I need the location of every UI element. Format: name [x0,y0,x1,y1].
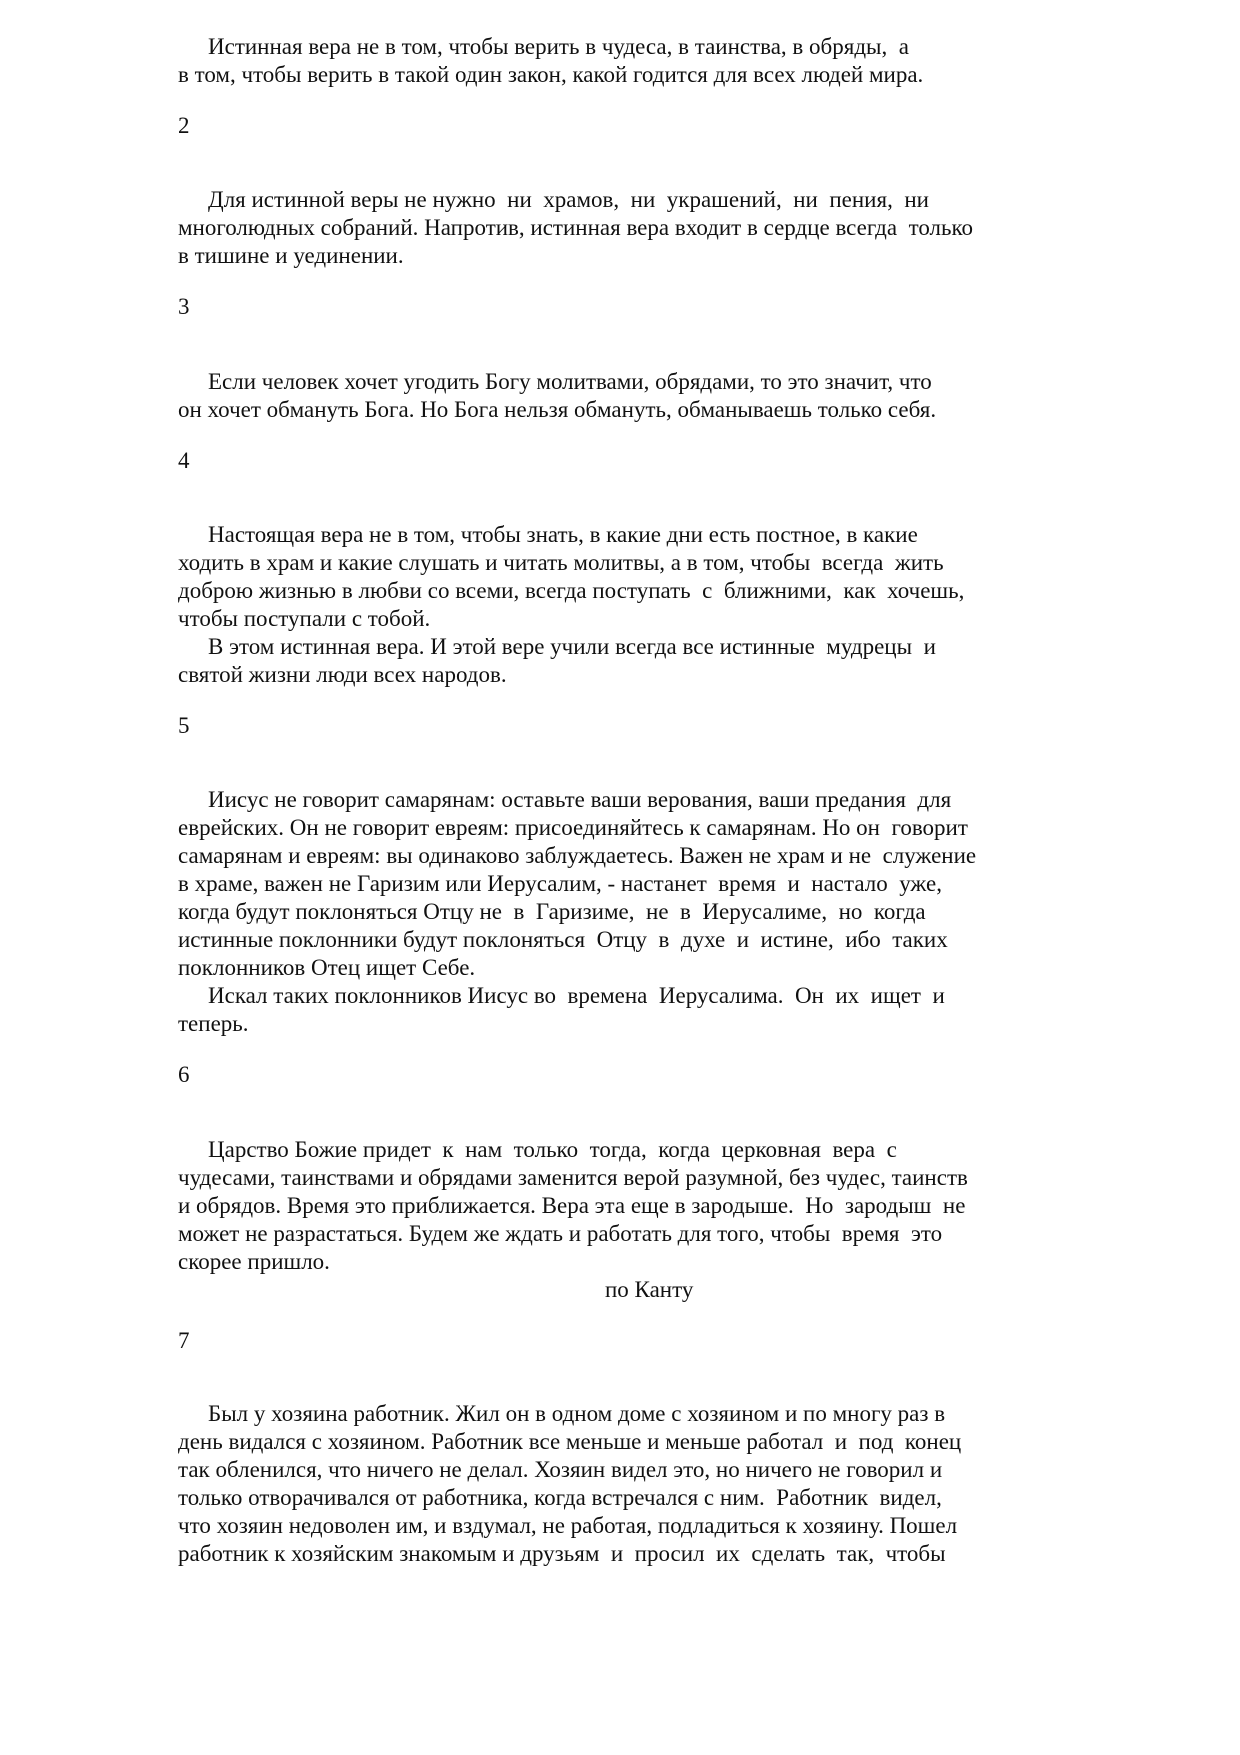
text-line: теперь. [178,1011,249,1036]
text-line: В этом истинная вера. И этой вере учили всегда все истинные мудрецы и [208,634,936,659]
text-line: может не разрастаться. Будем же ждать и работать для того, чтобы время это [178,1221,943,1246]
text-line: Для истинной веры не нужно ни храмов, ни украшений, ни пения, ни [208,187,929,212]
text-line: так обленился, что ничего не делал. Хозяин видел это, но ничего не говорил и [178,1457,943,1482]
section-number: 4 [178,448,190,473]
section-number: 2 [178,113,190,138]
text-line: Искал таких поклонников Иисус во времена Иерусалима. Он их ищет и [208,983,945,1008]
text-line: ходить в храм и какие слушать и читать молитвы, а в том, чтобы всегда жить [178,550,944,575]
text-line: многолюдных собраний. Напротив, истинная вера входит в сердце всегда только [178,215,973,240]
text-line: когда будут поклоняться Отцу не в Гаризиме, не в Иерусалиме, но когда [178,899,926,924]
text-line: чудесами, таинствами и обрядами заменится верой разумной, без чудес, таинств [178,1165,968,1190]
text-line: только отворачивался от работника, когда встречался с ним. Работник видел, [178,1485,942,1510]
text-line: скорее пришло. [178,1249,330,1274]
text-line: самарянам и евреям: вы одинаково заблуждаетесь. Важен не храм и не служение [178,843,977,868]
text-line: доброю жизнью в любви со всеми, всегда поступать с ближними, как хочешь, [178,578,965,603]
attribution: по Канту [605,1277,694,1302]
text-line: Иисус не говорит самарянам: оставьте ваши верования, ваши предания для [208,787,952,812]
text-line: истинные поклонники будут поклоняться Отцу в духе и истине, ибо таких [178,927,948,952]
text-line: еврейских. Он не говорит евреям: присоединяйтесь к самарянам. Но он говорит [178,815,968,840]
text-line: Истинная вера не в том, чтобы верить в чудеса, в таинства, в обряды, а [208,34,909,59]
text-line: в том, чтобы верить в такой один закон, какой годится для всех людей мира. [178,62,924,87]
text-line: Настоящая вера не в том, чтобы знать, в какие дни есть постное, в какие [208,522,918,547]
section-number: 5 [178,713,190,738]
text-line: Был у хозяина работник. Жил он в одном доме с хозяином и по многу раз в [208,1401,946,1426]
text-line: он хочет обмануть Бога. Но Бога нельзя обмануть, обманываешь только себя. [178,397,937,422]
text-line: поклонников Отец ищет Себе. [178,955,476,980]
section-number: 7 [178,1328,190,1353]
text-line: и обрядов. Время это приближается. Вера эта еще в зародыше. Но зародыш не [178,1193,966,1218]
text-line: чтобы поступали с тобой. [178,606,431,631]
section-number: 3 [178,294,190,319]
text-line: в храме, важен не Гаризим или Иерусалим, - настанет время и настало уже, [178,871,942,896]
text-line: Царство Божие придет к нам только тогда, когда церковная вера с [208,1137,897,1162]
text-line: что хозяин недоволен им, и вздумал, не работая, подладиться к хозяину. Пошел [178,1513,958,1538]
text-line: Если человек хочет угодить Богу молитвами, обрядами, то это значит, что [208,369,932,394]
text-line: в тишине и уединении. [178,243,404,268]
text-line: день видался с хозяином. Работник все меньше и меньше работал и под конец [178,1429,962,1454]
text-line: работник к хозяйским знакомым и друзьям и просил их сделать так, чтобы [178,1541,946,1566]
text-line: святой жизни люди всех народов. [178,662,507,687]
section-number: 6 [178,1062,190,1087]
